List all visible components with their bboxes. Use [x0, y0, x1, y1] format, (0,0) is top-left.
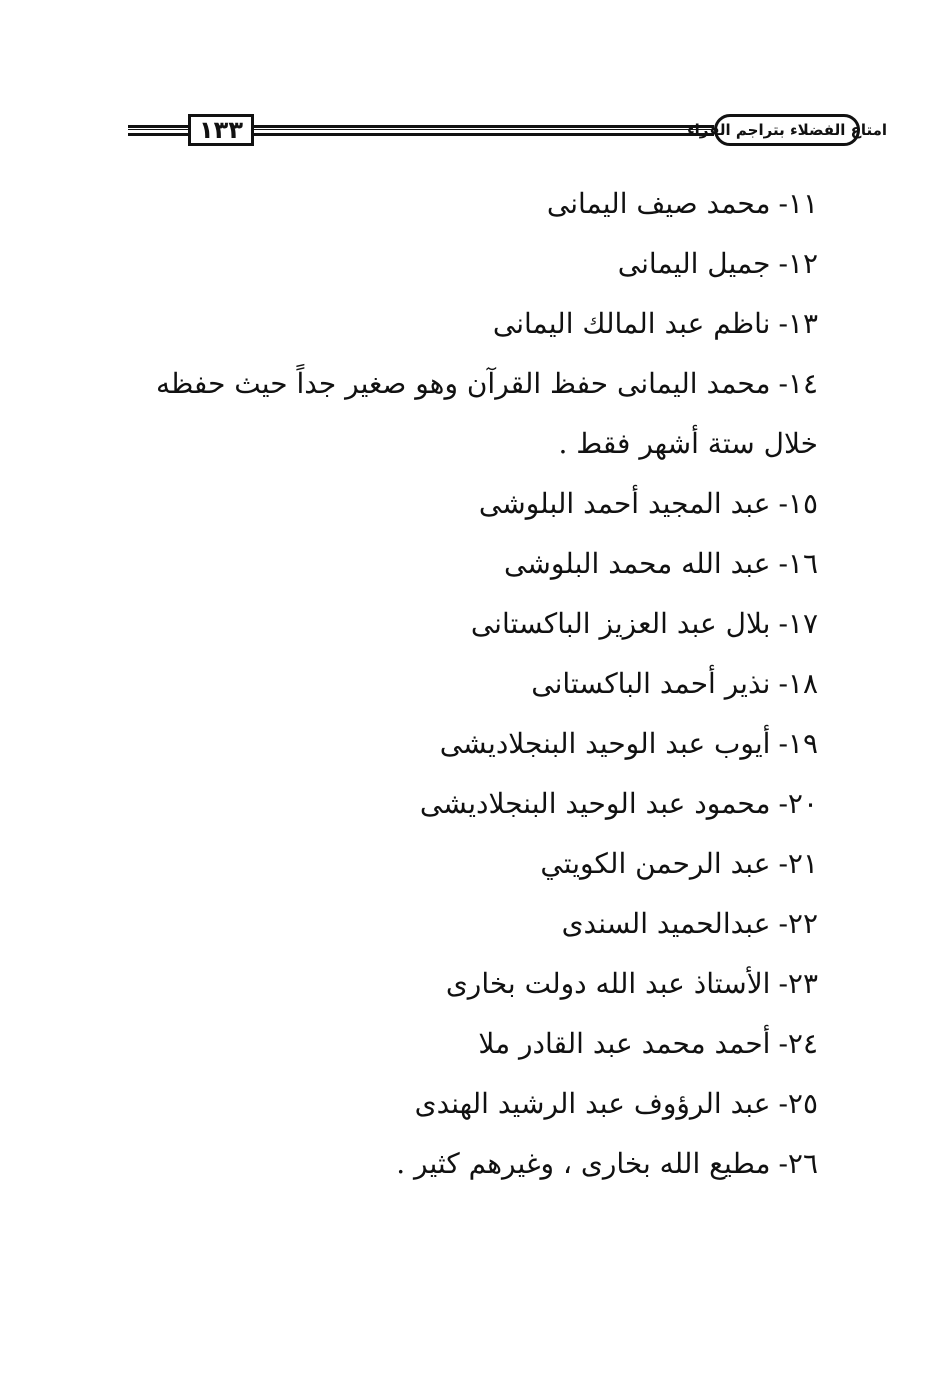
list-item [128, 1134, 848, 1194]
item-number: ١٨- [778, 667, 818, 700]
list-item [128, 534, 848, 594]
item-number: ١١- [778, 187, 818, 220]
item-text: محمد اليمانى حفظ القرآن وهو صغير جداً حيث حفظه خلال ستة أشهر فقط . [155, 367, 818, 460]
item-number: ٢٠- [778, 787, 818, 820]
header-rule [254, 125, 714, 136]
item-text: عبد المجيد أحمد البلوشى [478, 487, 771, 520]
item-text: محمود عبد الوحيد البنجلاديشى [419, 787, 771, 820]
list-item [128, 714, 848, 774]
name-list [128, 174, 848, 1194]
item-text: عبد الله محمد البلوشى [504, 547, 771, 580]
item-text: مطيع الله بخارى ، وغيرهم كثير . [396, 1147, 771, 1180]
item-number: ٢٥- [778, 1087, 818, 1120]
list-item [128, 954, 848, 1014]
item-text: محمد صيف اليمانى [546, 187, 771, 220]
item-number: ١٣- [778, 307, 818, 340]
page-header [128, 108, 888, 154]
item-number: ١٦- [778, 547, 818, 580]
list-item [128, 834, 848, 894]
page-number: ١٣٣ [188, 114, 254, 146]
item-text: ناظم عبد المالك اليمانى [492, 307, 771, 340]
header-rule [128, 125, 188, 136]
list-item [128, 654, 848, 714]
list-item [128, 474, 848, 534]
item-text: عبد الرحمن الكويتي [540, 847, 771, 880]
item-text: نذير أحمد الباكستانى [531, 667, 771, 700]
list-item [128, 354, 848, 474]
item-text: بلال عبد العزيز الباكستانى [470, 607, 771, 640]
item-number: ١٥- [778, 487, 818, 520]
item-number: ٢٤- [778, 1027, 818, 1060]
item-number: ١٧- [778, 607, 818, 640]
list-item [128, 594, 848, 654]
item-number: ١٤- [778, 367, 818, 400]
list-item [128, 774, 848, 834]
list-item [128, 294, 848, 354]
item-text: أحمد محمد عبد القادر ملا [478, 1027, 771, 1060]
item-number: ٢٦- [778, 1147, 818, 1180]
list-item [128, 1014, 848, 1074]
list-item [128, 174, 848, 234]
list-item [128, 234, 848, 294]
item-text: الأستاذ عبد الله دولت بخارى [445, 967, 771, 1000]
item-number: ٢٢- [778, 907, 818, 940]
item-number: ٢٣- [778, 967, 818, 1000]
item-text: عبد الرؤوف عبد الرشيد الهندى [414, 1087, 771, 1120]
item-number: ١٢- [778, 247, 818, 280]
item-text: عبدالحميد السندى [561, 907, 771, 940]
item-number: ٢١- [778, 847, 818, 880]
book-title: امتاع الفضلاء بتراجم القراء [714, 114, 860, 146]
item-text: جميل اليمانى [617, 247, 771, 280]
list-item [128, 894, 848, 954]
list-item [128, 1074, 848, 1134]
item-text: أيوب عبد الوحيد البنجلاديشى [439, 727, 771, 760]
item-number: ١٩- [778, 727, 818, 760]
